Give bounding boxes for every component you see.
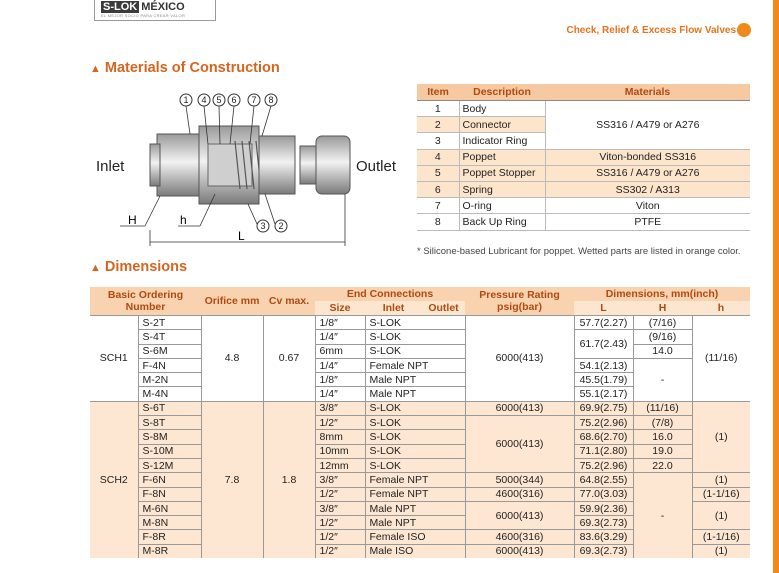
table-row: 8 Back Up Ring PTFE: [417, 214, 750, 230]
col-size: Size: [315, 301, 365, 316]
col-cv: Cv max.: [263, 287, 315, 316]
group-name: SCH2: [90, 401, 138, 558]
table-row: 7 O-ring Viton: [417, 198, 750, 214]
table-row: M-2N 1/8″ Male NPT 45.5(1.79): [90, 373, 750, 387]
table-row: 4 Poppet Viton-bonded SS316: [417, 149, 750, 165]
group-name: SCH1: [90, 316, 138, 402]
dim-L-label: L: [238, 229, 245, 243]
table-row: S-4T 1/4″ S-LOK 61.7(2.43) (9/16): [90, 330, 750, 344]
table-row: F-8R 1/2″ Female ISO 4600(316) 83.6(3.29) (1-1/16): [90, 530, 750, 544]
table-row: S-6M 6mm S-LOK 14.0: [90, 344, 750, 358]
logo-text: MÉXICO: [141, 1, 185, 13]
triangle-icon: ▲: [90, 63, 101, 75]
table-row: S-8M 8mm S-LOK 68.6(2.70) 16.0: [90, 430, 750, 444]
table-row: F-8N 1/2″ Female NPT 4600(316) 77.0(3.03) (1-1/16): [90, 487, 750, 501]
table-row: S-10M 10mm S-LOK 71.1(2.80) 19.0: [90, 444, 750, 458]
callout-8: 8: [268, 95, 274, 105]
dim-H-label: H: [128, 213, 137, 227]
dimensions-heading: ▲ Dimensions: [90, 259, 188, 275]
valve-diagram: [90, 86, 410, 256]
material-cell: SS316 / A479 or A276: [545, 101, 750, 150]
col-materials: Materials: [545, 84, 750, 101]
section-title: Check, Relief & Excess Flow Valves: [566, 25, 736, 36]
callout-3: 3: [260, 221, 266, 231]
table-row: 3 Indicator Ring: [417, 133, 750, 149]
callout-7: 7: [251, 95, 257, 105]
triangle-icon: ▲: [90, 262, 101, 274]
callout-6: 6: [231, 95, 237, 105]
col-h: h: [692, 301, 750, 316]
section-dot-icon: [737, 23, 751, 37]
brand-logo: [94, 0, 216, 21]
col-dimensions: Dimensions, mm(inch): [574, 287, 750, 301]
col-L: L: [574, 301, 633, 316]
col-pressure: Pressure Rating psig(bar): [465, 287, 574, 316]
table-row: S-8T 1/2″ S-LOK 6000(413) 75.2(2.96) (7/8): [90, 416, 750, 430]
table-row: S-12M 12mm S-LOK 75.2(2.96) 22.0: [90, 458, 750, 472]
dim-h-label: h: [180, 213, 187, 227]
dim-header-row: [90, 287, 750, 301]
col-inlet: Inlet: [365, 301, 422, 316]
col-item: Item: [417, 84, 459, 101]
col-end-connections: End Connections: [315, 287, 465, 301]
table-row: M-4N 1/4″ Male NPT 55.1(2.17): [90, 387, 750, 401]
callout-2: 2: [278, 221, 284, 231]
callout-4: 4: [201, 95, 207, 105]
col-outlet: Outlet: [422, 301, 465, 316]
table-row: SCH2 S-6T 7.8 1.8 3/8″ S-LOK 6000(413) 69.9(2.75) (11/16) (1): [90, 401, 750, 415]
callout-5: 5: [216, 95, 222, 105]
table-row: F-6N 3/8″ Female NPT 5000(344) 64.8(2.55) - (1): [90, 473, 750, 487]
table-row: M-6N 3/8″ Male NPT 6000(413) 59.9(2.36) (1): [90, 501, 750, 515]
materials-header-row: [417, 84, 750, 101]
table-row: SCH1 S-2T 4.8 0.67 1/8″ S-LOK 6000(413) 57.7(2.27) (7/16) (11/16): [90, 316, 750, 330]
inlet-label: Inlet: [96, 158, 125, 175]
table-row: 1 Body SS316 / A479 or A276: [417, 101, 750, 117]
table-row: 2 Connector: [417, 117, 750, 133]
outlet-label: Outlet: [356, 158, 397, 175]
col-orifice: Orifice mm: [201, 287, 263, 316]
table-row: M-8N 1/2″ Male NPT 69.3(2.73): [90, 516, 750, 530]
col-H: H: [633, 301, 692, 316]
callout-1: 1: [183, 95, 189, 105]
logo-box-text: S-LOK: [103, 1, 138, 13]
materials-note: * Silicone-based Lubricant for poppet. Wetted parts are listed in orange color.: [417, 246, 741, 257]
dimensions-table: [90, 287, 750, 558]
page-edge-bar: [773, 0, 779, 573]
col-basic: Basic Ordering Number: [90, 287, 201, 316]
table-row: 6 Spring SS302 / A313: [417, 181, 750, 197]
materials-table: [417, 84, 750, 231]
table-row: F-4N 1/4″ Female NPT 54.1(2.13) -: [90, 358, 750, 372]
table-row: 5 Poppet Stopper SS316 / A479 or A276: [417, 165, 750, 181]
materials-heading: ▲ Materials of Construction: [90, 60, 280, 76]
logo-tagline: EL MEJOR SOCIO PARA CREAR VALOR: [101, 13, 186, 18]
col-description: Description: [459, 84, 545, 101]
table-row: M-8R 1/2″ Male ISO 6000(413) 69.3(2.73) (1): [90, 544, 750, 558]
